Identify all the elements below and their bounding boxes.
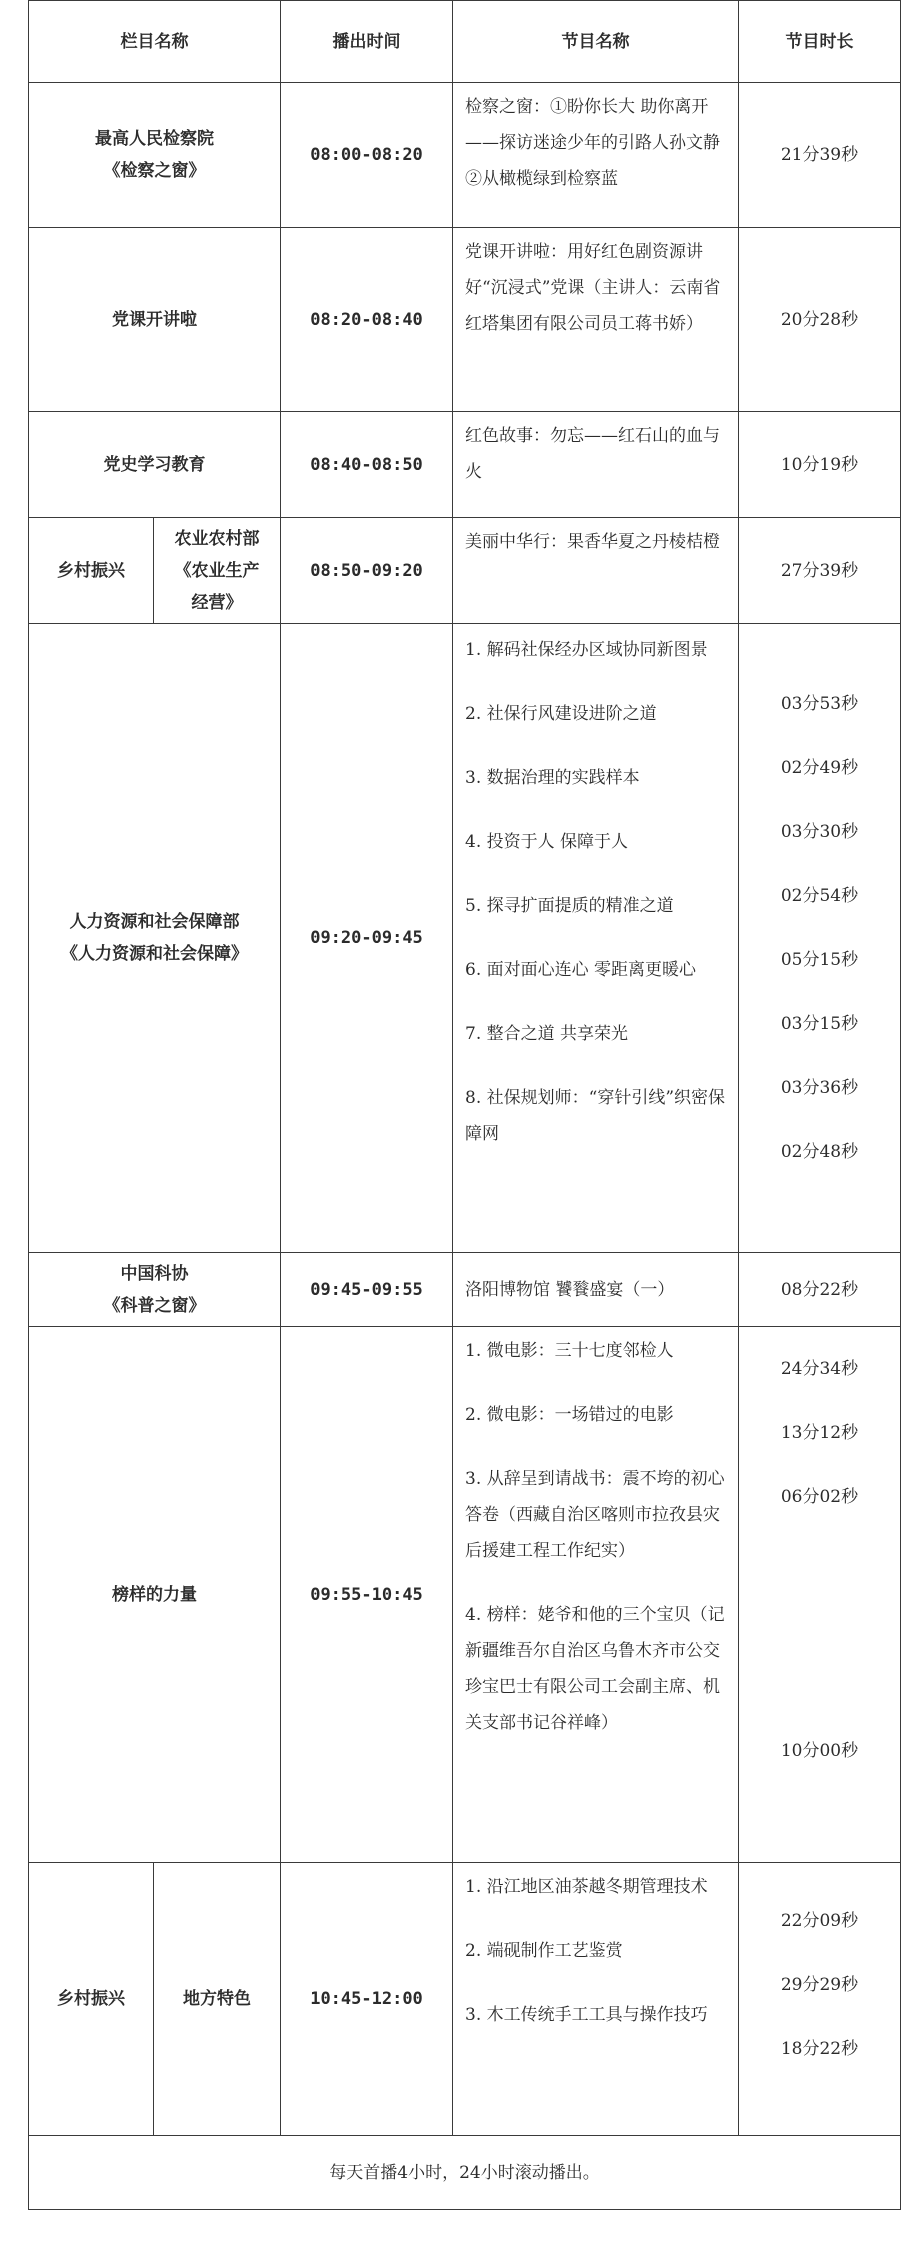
column-name: 榜样的力量 <box>112 1584 197 1605</box>
table-row <box>29 412 901 518</box>
air-time: 09:55-10:45 <box>281 1327 453 1863</box>
air-time: 08:50-09:20 <box>281 518 453 624</box>
program-name: 红色故事：勿忘——红石山的血与火 <box>453 412 739 518</box>
table-row <box>29 1327 901 1863</box>
air-time: 08:40-08:50 <box>281 412 453 518</box>
table-row <box>29 83 901 228</box>
program-item: 1. 微电影：三十七度邻检人 <box>465 1341 674 1361</box>
duration-item: 03分30秒 <box>780 822 859 842</box>
schedule-table <box>28 0 901 2210</box>
duration-list <box>739 624 901 1253</box>
column-subtitle: 《科普之窗》 <box>103 1295 206 1316</box>
footer-row <box>29 2136 901 2210</box>
program-list <box>453 624 739 1253</box>
air-time: 09:45-09:55 <box>281 1253 453 1327</box>
program-item: 4. 投资于人 保障于人 <box>465 832 629 852</box>
duration-item: 18分22秒 <box>780 2039 859 2059</box>
footer-note: 每天首播4小时，24小时滚动播出。 <box>29 2136 901 2210</box>
program-duration: 08分22秒 <box>739 1253 901 1327</box>
header-duration: 节目时长 <box>739 1 901 83</box>
program-duration: 20分28秒 <box>739 228 901 412</box>
duration-item: 29分29秒 <box>780 1975 859 1995</box>
duration-list <box>739 1863 901 2136</box>
column-name-cell <box>29 83 281 228</box>
column-name: 农业农村部 <box>174 528 260 549</box>
program-list <box>453 1327 739 1863</box>
program-duration: 27分39秒 <box>739 518 901 624</box>
header-column-name: 栏目名称 <box>29 1 281 83</box>
program-name: 美丽中华行：果香华夏之丹棱桔橙 <box>453 518 739 624</box>
table-row <box>29 228 901 412</box>
duration-item: 13分12秒 <box>780 1423 859 1443</box>
program-item: 3. 数据治理的实践样本 <box>465 768 640 788</box>
duration-item: 03分36秒 <box>780 1078 859 1098</box>
column-name-cell <box>29 624 281 1253</box>
air-time: 09:20-09:45 <box>281 624 453 1253</box>
column-name-cell <box>29 412 281 518</box>
duration-item: 24分34秒 <box>780 1359 859 1379</box>
column-subtitle: 《检察之窗》 <box>103 161 206 181</box>
program-duration: 21分39秒 <box>739 83 901 228</box>
column-name-cell <box>29 1253 281 1327</box>
program-name: 党课开讲啦：用好红色剧资源讲好“沉浸式”党课（主讲人：云南省红塔集团有限公司员工蒋书娇） <box>453 228 739 412</box>
program-item: 2. 微电影：一场错过的电影 <box>465 1405 674 1425</box>
duration-item: 02分48秒 <box>780 1142 859 1162</box>
table-row <box>29 518 901 624</box>
program-item: 6. 面对面心连心 零距离更暖心 <box>465 960 697 980</box>
column-name: 最高人民检察院 <box>95 129 214 149</box>
program-item: 1. 解码社保经办区域协同新图景 <box>465 640 708 660</box>
header-row <box>29 1 901 83</box>
column-category: 乡村振兴 <box>29 1863 154 2136</box>
duration-item: 22分09秒 <box>780 1911 859 1931</box>
column-subtitle: 经营》 <box>191 592 243 613</box>
column-subtitle: 《农业生产 <box>174 560 260 581</box>
program-duration: 10分19秒 <box>739 412 901 518</box>
program-item: 5. 探寻扩面提质的精准之道 <box>465 896 674 916</box>
header-air-time: 播出时间 <box>281 1 453 83</box>
column-name-cell <box>154 518 281 624</box>
column-name-cell <box>29 1327 281 1863</box>
column-name-cell <box>154 1863 281 2136</box>
duration-list <box>739 1327 901 1863</box>
duration-item: 02分49秒 <box>780 758 859 778</box>
program-item: 3. 木工传统手工工具与操作技巧 <box>465 2005 708 2025</box>
duration-item: 10分00秒 <box>780 1741 859 1761</box>
column-name-cell <box>29 228 281 412</box>
air-time: 10:45-12:00 <box>281 1863 453 2136</box>
table-row <box>29 1253 901 1327</box>
program-name: 检察之窗：①盼你长大 助你离开——探访迷途少年的引路人孙文静②从橄榄绿到检察蓝 <box>453 83 739 228</box>
program-item: 2. 端砚制作工艺鉴赏 <box>465 1941 623 1961</box>
column-name: 党课开讲啦 <box>112 309 197 330</box>
program-name: 洛阳博物馆 饕餮盛宴（一） <box>453 1253 739 1327</box>
duration-item: 03分53秒 <box>780 694 859 714</box>
column-category: 乡村振兴 <box>29 518 154 624</box>
program-item: 7. 整合之道 共享荣光 <box>465 1024 629 1044</box>
duration-item: 05分15秒 <box>780 950 859 970</box>
duration-item: 03分15秒 <box>780 1014 859 1034</box>
table-row <box>29 1863 901 2136</box>
column-name: 人力资源和社会保障部 <box>69 912 240 932</box>
program-item: 3. 从辞呈到请战书：震不垮的初心答卷（西藏自治区喀则市拉孜县灾后援建工程工作纪实） <box>465 1469 725 1561</box>
column-subtitle: 《人力资源和社会保障》 <box>61 944 248 964</box>
duration-item: 06分02秒 <box>780 1487 859 1507</box>
program-item: 4. 榜样：姥爷和他的三个宝贝（记新疆维吾尔自治区乌鲁木齐市公交珍宝巴士有限公司工会副主席、机关支部书记谷祥峰） <box>465 1605 725 1733</box>
column-name: 中国科协 <box>120 1263 189 1284</box>
table-row <box>29 624 901 1253</box>
program-list <box>453 1863 739 2136</box>
column-name: 党史学习教育 <box>103 454 206 475</box>
program-item: 8. 社保规划师：“穿针引线”织密保障网 <box>465 1088 726 1144</box>
column-name: 地方特色 <box>183 1989 251 2009</box>
program-item: 1. 沿江地区油茶越冬期管理技术 <box>465 1877 708 1897</box>
air-time: 08:00-08:20 <box>281 83 453 228</box>
duration-item: 02分54秒 <box>780 886 859 906</box>
air-time: 08:20-08:40 <box>281 228 453 412</box>
header-program-name: 节目名称 <box>453 1 739 83</box>
program-item: 2. 社保行风建设进阶之道 <box>465 704 657 724</box>
